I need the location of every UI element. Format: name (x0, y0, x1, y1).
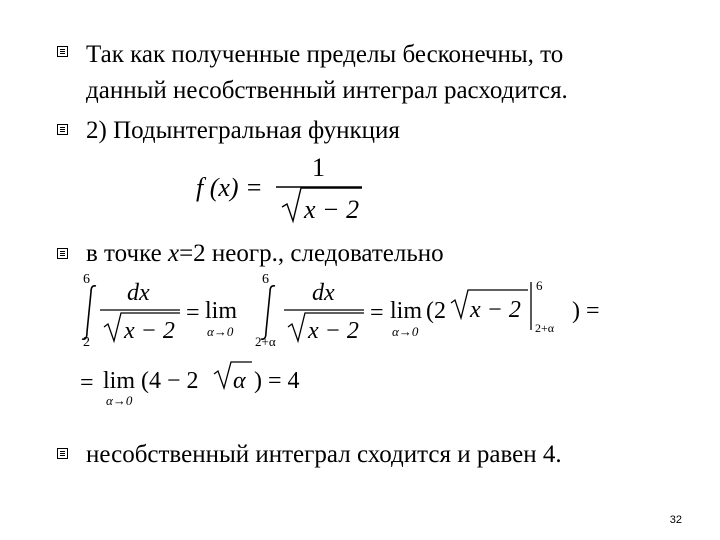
radicand: x − 2 (308, 318, 359, 344)
integral-upper-limit: 6 (83, 272, 90, 287)
equals-sign: = (370, 300, 384, 326)
integral-lower-limit: 2 (83, 335, 90, 350)
equals-sign: = (586, 298, 600, 324)
bullet-text: 2) Подынтегральная функция (86, 117, 400, 144)
integral-lower-limit: 2+α (255, 334, 276, 349)
lim-subscript: α→0 (106, 393, 133, 408)
bullet-text-post: =2 неогр., следовательно (179, 240, 444, 267)
differential-dx: dx (127, 280, 150, 306)
formula-function-definition (196, 153, 362, 224)
lim-expression-close: ) (572, 298, 580, 324)
formula1-radicand: x − 2 (304, 195, 360, 224)
evaluation-upper: 6 (536, 278, 543, 293)
page-number: 32 (669, 514, 682, 526)
formula1-numerator: 1 (312, 153, 325, 182)
formula-integral-limit (82, 272, 600, 350)
result-expression-close: ) = 4 (254, 368, 300, 394)
bullet-text: несобственный интеграл сходится и равен 4. (86, 441, 562, 468)
bullet-text-line: Так как полученные пределы бесконечны, то (86, 41, 564, 68)
bullet-text-pre: в точке (86, 240, 168, 267)
lim-subscript: α→0 (207, 324, 234, 339)
lim-expression-open: (2 (426, 298, 446, 324)
formula1-lhs: f (x) = (196, 173, 263, 202)
lim-operator: lim (103, 368, 136, 394)
evaluation-lower: 2+α (535, 321, 555, 335)
equals-sign: = (186, 300, 200, 326)
integral-upper-limit: 6 (262, 272, 269, 287)
radicand: α (233, 368, 246, 394)
result-expression-open: (4 − 2 (141, 368, 199, 394)
variable-x: x (167, 240, 180, 267)
integral-sign (82, 286, 96, 339)
lim-subscript: α→0 (392, 324, 419, 339)
bullet-text-line: данный несобственный интеграл расходится. (86, 77, 568, 104)
radicand: x − 2 (124, 318, 175, 344)
lim-operator: lim (390, 298, 423, 324)
radicand: x − 2 (470, 297, 521, 323)
differential-dx: dx (312, 280, 335, 306)
lim-operator: lim (205, 298, 238, 324)
integral-sign (261, 286, 275, 339)
equals-sign: = (80, 370, 94, 396)
formula-result (80, 362, 300, 408)
